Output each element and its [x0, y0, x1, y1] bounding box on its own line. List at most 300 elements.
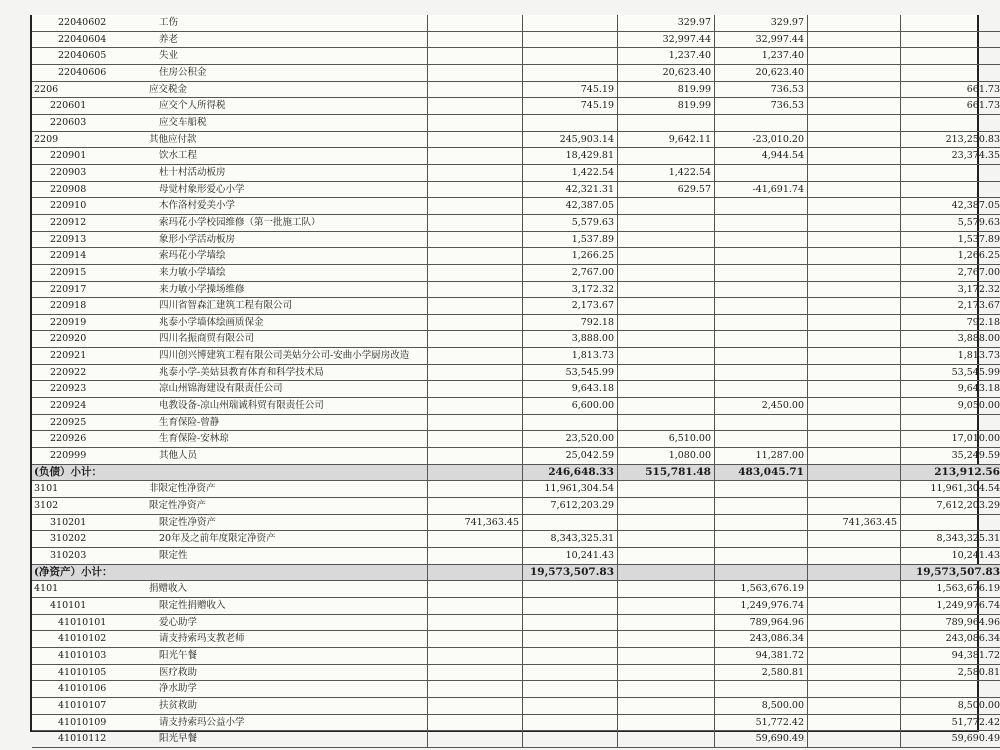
period-debit-cell: 9,642.11 — [618, 131, 715, 148]
closing-credit-cell: 8,343,325.31 — [901, 531, 1000, 548]
closing-credit-cell: 17,010.00 — [901, 431, 1000, 448]
closing-debit-cell — [808, 181, 901, 198]
period-debit-cell — [618, 697, 715, 714]
closing-credit-cell: 23,374.35 — [901, 148, 1000, 165]
account-code: 220924 — [32, 398, 143, 415]
opening-debit-cell — [428, 214, 523, 231]
opening-debit-cell — [428, 614, 523, 631]
period-debit-cell — [618, 631, 715, 648]
period-debit-cell: 819.99 — [618, 98, 715, 115]
period-credit-cell — [715, 198, 808, 215]
period-credit-cell — [715, 364, 808, 381]
account-code: 22040604 — [32, 31, 143, 48]
account-code: 220901 — [32, 148, 143, 165]
closing-credit-cell: 10,241.43 — [901, 548, 1000, 565]
table-row — [32, 181, 1000, 198]
account-code: 220601 — [32, 98, 143, 115]
period-debit-cell — [618, 364, 715, 381]
period-credit-cell: 32,997.44 — [715, 31, 808, 48]
period-credit-cell — [715, 214, 808, 231]
account-name: 来力敏小学墙绘 — [143, 264, 428, 281]
period-debit-cell: 1,422.54 — [618, 164, 715, 181]
opening-credit-cell: 745.19 — [523, 98, 618, 115]
closing-debit-cell — [808, 114, 901, 131]
closing-credit-cell — [901, 414, 1000, 431]
opening-debit-cell — [428, 381, 523, 398]
account-code: 22040605 — [32, 48, 143, 65]
period-credit-cell — [715, 281, 808, 298]
account-code: 41010109 — [32, 714, 143, 731]
opening-credit-cell: 3,172.32 — [523, 281, 618, 298]
account-name: 失业 — [143, 48, 428, 65]
table-row — [32, 298, 1000, 315]
table-row — [32, 697, 1000, 714]
account-code: 310203 — [32, 548, 143, 565]
period-debit-cell — [618, 564, 715, 581]
closing-debit-cell — [808, 414, 901, 431]
table-row — [32, 581, 1000, 598]
closing-credit-cell: 53,545.99 — [901, 364, 1000, 381]
table-row — [32, 164, 1000, 181]
table-row — [32, 231, 1000, 248]
period-credit-cell: 8,500.00 — [715, 697, 808, 714]
ledger-table — [32, 15, 1000, 748]
period-credit-cell — [715, 348, 808, 365]
account-code: 220999 — [32, 448, 143, 465]
period-debit-cell: 6,510.00 — [618, 431, 715, 448]
account-name: 生育保险-曾静 — [143, 414, 428, 431]
period-credit-cell — [715, 548, 808, 565]
closing-debit-cell — [808, 31, 901, 48]
closing-credit-cell: 1,813.73 — [901, 348, 1000, 365]
table-row — [32, 398, 1000, 415]
account-name: 兆泰小学墙体绘画质保金 — [143, 314, 428, 331]
closing-credit-cell — [901, 164, 1000, 181]
closing-credit-cell: 19,573,507.83 — [901, 564, 1000, 581]
account-name: 其他人员 — [143, 448, 428, 465]
account-code: 220915 — [32, 264, 143, 281]
opening-debit-cell: 741,363.45 — [428, 514, 523, 531]
table-row — [32, 364, 1000, 381]
table-row — [32, 114, 1000, 131]
closing-debit-cell — [808, 381, 901, 398]
opening-debit-cell — [428, 498, 523, 515]
opening-debit-cell — [428, 348, 523, 365]
period-credit-cell: 94,381.72 — [715, 647, 808, 664]
account-code: 220908 — [32, 181, 143, 198]
period-debit-cell: 32,997.44 — [618, 31, 715, 48]
table-row — [32, 98, 1000, 115]
table-row — [32, 264, 1000, 281]
closing-debit-cell — [808, 647, 901, 664]
table-row — [32, 531, 1000, 548]
period-credit-cell: 51,772.42 — [715, 714, 808, 731]
account-name: 四川名振商贸有限公司 — [143, 331, 428, 348]
opening-debit-cell — [428, 414, 523, 431]
account-code: 22040606 — [32, 64, 143, 81]
closing-credit-cell: 2,173.67 — [901, 298, 1000, 315]
account-code: 4101 — [32, 581, 143, 598]
opening-credit-cell: 11,961,304.54 — [523, 481, 618, 498]
account-name: 净水助学 — [143, 681, 428, 698]
period-credit-cell: 4,944.54 — [715, 148, 808, 165]
opening-debit-cell — [428, 48, 523, 65]
subtotal-label: (净资产）小计： — [32, 564, 143, 581]
closing-credit-cell — [901, 15, 1000, 31]
account-code: 220913 — [32, 231, 143, 248]
closing-debit-cell — [808, 581, 901, 598]
closing-debit-cell — [808, 731, 901, 748]
opening-debit-cell — [428, 464, 523, 481]
account-code: 41010105 — [32, 664, 143, 681]
table-row — [32, 647, 1000, 664]
table-row — [32, 214, 1000, 231]
period-credit-cell — [715, 531, 808, 548]
table-row — [32, 281, 1000, 298]
opening-debit-cell — [428, 231, 523, 248]
opening-credit-cell — [523, 647, 618, 664]
period-credit-cell: 2,580.81 — [715, 664, 808, 681]
table-row — [32, 548, 1000, 565]
ledger-body — [32, 15, 1000, 747]
period-credit-cell — [715, 314, 808, 331]
closing-debit-cell — [808, 531, 901, 548]
account-name: 扶贫救助 — [143, 697, 428, 714]
opening-debit-cell — [428, 647, 523, 664]
account-name: 医疗救助 — [143, 664, 428, 681]
opening-credit-cell: 1,422.54 — [523, 164, 618, 181]
subtotal-label: (负债）小计： — [32, 464, 143, 481]
period-credit-cell: 11,287.00 — [715, 448, 808, 465]
period-credit-cell — [715, 114, 808, 131]
opening-credit-cell: 246,648.33 — [523, 464, 618, 481]
opening-debit-cell — [428, 81, 523, 98]
table-row — [32, 681, 1000, 698]
opening-debit-cell — [428, 131, 523, 148]
closing-credit-cell: 1,249,976.74 — [901, 597, 1000, 614]
account-name: 工伤 — [143, 15, 428, 31]
opening-debit-cell — [428, 564, 523, 581]
opening-debit-cell — [428, 364, 523, 381]
closing-debit-cell — [808, 214, 901, 231]
opening-credit-cell: 3,888.00 — [523, 331, 618, 348]
closing-debit-cell — [808, 48, 901, 65]
period-debit-cell — [618, 398, 715, 415]
account-code: 2209 — [32, 131, 143, 148]
period-credit-cell — [715, 481, 808, 498]
account-code: 3101 — [32, 481, 143, 498]
opening-debit-cell — [428, 481, 523, 498]
period-credit-cell — [715, 231, 808, 248]
table-row — [32, 198, 1000, 215]
table-row — [32, 248, 1000, 265]
table-row — [32, 731, 1000, 748]
closing-debit-cell: 741,363.45 — [808, 514, 901, 531]
opening-debit-cell — [428, 148, 523, 165]
closing-credit-cell: 51,772.42 — [901, 714, 1000, 731]
opening-debit-cell — [428, 714, 523, 731]
period-debit-cell — [618, 531, 715, 548]
account-name: 阳光午餐 — [143, 647, 428, 664]
account-code: 220912 — [32, 214, 143, 231]
account-name: 限定性 — [143, 548, 428, 565]
table-row — [32, 48, 1000, 65]
closing-debit-cell — [808, 448, 901, 465]
period-debit-cell — [618, 514, 715, 531]
closing-debit-cell — [808, 614, 901, 631]
account-code: 41010103 — [32, 647, 143, 664]
period-debit-cell — [618, 198, 715, 215]
opening-debit-cell — [428, 531, 523, 548]
closing-debit-cell — [808, 481, 901, 498]
closing-debit-cell — [808, 98, 901, 115]
closing-debit-cell — [808, 281, 901, 298]
opening-credit-cell: 245,903.14 — [523, 131, 618, 148]
account-code: 2206 — [32, 81, 143, 98]
account-name: 四川创兴博建筑工程有限公司美姑分公司-安曲小学厨房改造 — [143, 348, 428, 365]
opening-credit-cell: 1,813.73 — [523, 348, 618, 365]
period-credit-cell: -23,010.20 — [715, 131, 808, 148]
closing-debit-cell — [808, 164, 901, 181]
closing-credit-cell: 3,888.00 — [901, 331, 1000, 348]
closing-credit-cell: 789,964.96 — [901, 614, 1000, 631]
table-row — [32, 131, 1000, 148]
period-debit-cell — [618, 681, 715, 698]
closing-credit-cell — [901, 48, 1000, 65]
opening-credit-cell — [523, 514, 618, 531]
account-name: 电教设备-凉山州瑞诚科贸有限责任公司 — [143, 398, 428, 415]
opening-credit-cell: 53,545.99 — [523, 364, 618, 381]
period-credit-cell: 736.53 — [715, 81, 808, 98]
table-row — [32, 64, 1000, 81]
closing-debit-cell — [808, 431, 901, 448]
opening-credit-cell: 2,767.00 — [523, 264, 618, 281]
account-code: 22040602 — [32, 15, 143, 31]
account-name: 非限定性净资产 — [143, 481, 428, 498]
closing-credit-cell: 59,690.49 — [901, 731, 1000, 748]
table-row — [32, 314, 1000, 331]
account-name: 生育保险-安林琼 — [143, 431, 428, 448]
opening-debit-cell — [428, 31, 523, 48]
period-credit-cell — [715, 431, 808, 448]
closing-credit-cell: 42,387.05 — [901, 198, 1000, 215]
opening-debit-cell — [428, 597, 523, 614]
closing-credit-cell: 35,249.59 — [901, 448, 1000, 465]
account-name: 木作洛村爱美小学 — [143, 198, 428, 215]
opening-debit-cell — [428, 264, 523, 281]
closing-credit-cell: 2,767.00 — [901, 264, 1000, 281]
account-name: 养老 — [143, 31, 428, 48]
opening-credit-cell — [523, 114, 618, 131]
account-name: 请支持索玛支教老师 — [143, 631, 428, 648]
period-credit-cell — [715, 414, 808, 431]
opening-debit-cell — [428, 64, 523, 81]
opening-credit-cell — [523, 697, 618, 714]
opening-credit-cell — [523, 681, 618, 698]
period-credit-cell: 1,563,676.19 — [715, 581, 808, 598]
closing-debit-cell — [808, 398, 901, 415]
account-name: 来力敏小学操场维修 — [143, 281, 428, 298]
opening-debit-cell — [428, 664, 523, 681]
closing-credit-cell: 1,266.25 — [901, 248, 1000, 265]
opening-debit-cell — [428, 448, 523, 465]
account-name: 四川省智森汇建筑工程有限公司 — [143, 298, 428, 315]
opening-credit-cell: 25,042.59 — [523, 448, 618, 465]
opening-debit-cell — [428, 98, 523, 115]
account-code: 220903 — [32, 164, 143, 181]
closing-debit-cell — [808, 348, 901, 365]
account-code: 310202 — [32, 531, 143, 548]
opening-credit-cell: 42,387.05 — [523, 198, 618, 215]
opening-credit-cell: 1,266.25 — [523, 248, 618, 265]
closing-debit-cell — [808, 198, 901, 215]
closing-credit-cell: 1,563,676.19 — [901, 581, 1000, 598]
closing-credit-cell: 792.18 — [901, 314, 1000, 331]
account-name: 请支持索玛公益小学 — [143, 714, 428, 731]
closing-debit-cell — [808, 597, 901, 614]
account-code: 220923 — [32, 381, 143, 398]
opening-debit-cell — [428, 581, 523, 598]
table-row — [32, 148, 1000, 165]
opening-credit-cell — [523, 614, 618, 631]
opening-credit-cell — [523, 631, 618, 648]
period-debit-cell — [618, 381, 715, 398]
opening-credit-cell — [523, 31, 618, 48]
opening-credit-cell: 7,612,203.29 — [523, 498, 618, 515]
account-name: 限定性净资产 — [143, 498, 428, 515]
closing-credit-cell: 661.73 — [901, 98, 1000, 115]
opening-credit-cell: 6,600.00 — [523, 398, 618, 415]
period-credit-cell — [715, 514, 808, 531]
period-debit-cell — [618, 614, 715, 631]
closing-debit-cell — [808, 81, 901, 98]
closing-debit-cell — [808, 131, 901, 148]
period-debit-cell — [618, 731, 715, 748]
closing-credit-cell: 11,961,304.54 — [901, 481, 1000, 498]
closing-credit-cell: 661.73 — [901, 81, 1000, 98]
opening-debit-cell — [428, 281, 523, 298]
period-debit-cell: 1,080.00 — [618, 448, 715, 465]
period-debit-cell — [618, 114, 715, 131]
account-name: 限定性捐赠收入 — [143, 597, 428, 614]
account-name: 阳光早餐 — [143, 731, 428, 748]
closing-debit-cell — [808, 231, 901, 248]
account-name: 捐赠收入 — [143, 581, 428, 598]
closing-debit-cell — [808, 364, 901, 381]
period-debit-cell — [618, 481, 715, 498]
table-row — [32, 81, 1000, 98]
period-debit-cell — [618, 348, 715, 365]
closing-debit-cell — [808, 664, 901, 681]
account-code: 220921 — [32, 348, 143, 365]
period-debit-cell — [618, 231, 715, 248]
opening-credit-cell: 42,321.31 — [523, 181, 618, 198]
closing-credit-cell: 243,086.34 — [901, 631, 1000, 648]
period-credit-cell: 789,964.96 — [715, 614, 808, 631]
closing-debit-cell — [808, 564, 901, 581]
closing-credit-cell: 5,579.63 — [901, 214, 1000, 231]
account-code: 220920 — [32, 331, 143, 348]
period-credit-cell: -41,691.74 — [715, 181, 808, 198]
closing-credit-cell — [901, 681, 1000, 698]
period-credit-cell: 2,450.00 — [715, 398, 808, 415]
account-code: 41010106 — [32, 681, 143, 698]
period-debit-cell — [618, 548, 715, 565]
closing-credit-cell — [901, 64, 1000, 81]
opening-debit-cell — [428, 431, 523, 448]
opening-credit-cell: 23,520.00 — [523, 431, 618, 448]
closing-debit-cell — [808, 148, 901, 165]
table-row — [32, 498, 1000, 515]
opening-credit-cell: 18,429.81 — [523, 148, 618, 165]
opening-debit-cell — [428, 314, 523, 331]
account-name: 限定性净资产 — [143, 514, 428, 531]
account-code: 220925 — [32, 414, 143, 431]
opening-credit-cell — [523, 15, 618, 31]
period-debit-cell — [618, 214, 715, 231]
closing-debit-cell — [808, 548, 901, 565]
period-credit-cell: 1,237.40 — [715, 48, 808, 65]
opening-debit-cell — [428, 697, 523, 714]
opening-credit-cell: 1,537.89 — [523, 231, 618, 248]
account-code: 220917 — [32, 281, 143, 298]
period-debit-cell — [618, 314, 715, 331]
account-name: 兆泰小学-美姑县教育体育和科学技术局 — [143, 364, 428, 381]
opening-credit-cell: 2,173.67 — [523, 298, 618, 315]
account-code: 220914 — [32, 248, 143, 265]
account-name: 索玛花小学校园维修（第一批施工队） — [143, 214, 428, 231]
opening-credit-cell — [523, 48, 618, 65]
closing-debit-cell — [808, 298, 901, 315]
account-name: 凉山州锦海建设有限责任公司 — [143, 381, 428, 398]
account-code: 220910 — [32, 198, 143, 215]
opening-debit-cell — [428, 15, 523, 31]
closing-credit-cell: 1,537.89 — [901, 231, 1000, 248]
closing-debit-cell — [808, 248, 901, 265]
opening-debit-cell — [428, 114, 523, 131]
table-row — [32, 381, 1000, 398]
opening-credit-cell: 19,573,507.83 — [523, 564, 618, 581]
account-code: 220603 — [32, 114, 143, 131]
closing-debit-cell — [808, 697, 901, 714]
opening-credit-cell: 792.18 — [523, 314, 618, 331]
closing-credit-cell: 213,912.56 — [901, 464, 1000, 481]
closing-debit-cell — [808, 64, 901, 81]
period-credit-cell: 736.53 — [715, 98, 808, 115]
opening-debit-cell — [428, 681, 523, 698]
closing-debit-cell — [808, 15, 901, 31]
account-code: 3102 — [32, 498, 143, 515]
account-name: 应交税金 — [143, 81, 428, 98]
period-debit-cell — [618, 248, 715, 265]
opening-debit-cell — [428, 331, 523, 348]
account-code: 310201 — [32, 514, 143, 531]
period-debit-cell — [618, 264, 715, 281]
closing-debit-cell — [808, 498, 901, 515]
opening-credit-cell — [523, 714, 618, 731]
account-name: 应交个人所得税 — [143, 98, 428, 115]
table-row — [32, 714, 1000, 731]
account-code: 410101 — [32, 597, 143, 614]
period-debit-cell — [618, 597, 715, 614]
period-credit-cell — [715, 248, 808, 265]
table-row — [32, 514, 1000, 531]
period-debit-cell — [618, 281, 715, 298]
opening-debit-cell — [428, 164, 523, 181]
account-code: 41010112 — [32, 731, 143, 748]
table-row — [32, 31, 1000, 48]
account-name — [143, 464, 428, 481]
